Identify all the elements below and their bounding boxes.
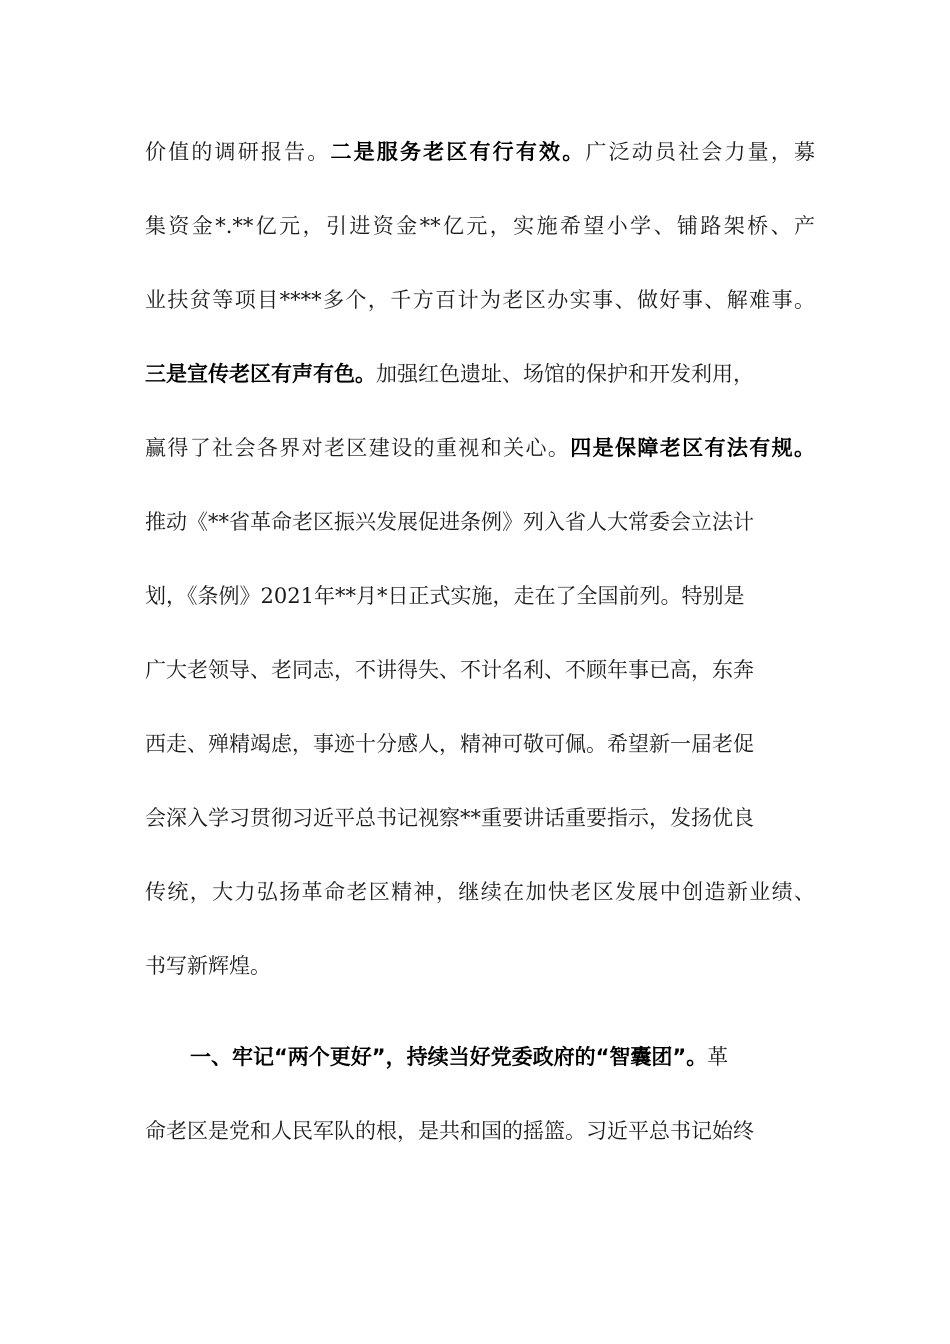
text-segment: 革 — [707, 1045, 729, 1069]
text-segment: 推动《**省革命老区振兴发展促进条例》列入省人大常委会立法计 — [145, 510, 754, 534]
text-segment: 命老区是党和人民军队的根，是共和国的摇篮。习近平总书记始终 — [145, 1119, 754, 1143]
text-segment: 加强红色遗址、场馆的保护和开发利用， — [376, 362, 754, 386]
text-line-3 — [145, 282, 815, 318]
section-heading: 一、牢记“两个更好”，持续当好党委政府的“智囊团”。 — [190, 1045, 708, 1069]
text-line-10 — [145, 800, 815, 836]
text-line-5 — [145, 430, 815, 466]
text-line-14 — [145, 1113, 815, 1149]
text-segment: 划，《条例》2021年**月*日正式实施，走在了全国前列。特别是 — [145, 584, 745, 608]
text-segment: 书写新辉煌。 — [145, 954, 271, 978]
text-line-12 — [145, 948, 815, 984]
text-line-4 — [145, 356, 815, 392]
text-line-6 — [145, 504, 815, 540]
text-line-2 — [145, 208, 815, 244]
section-heading-line — [190, 1039, 815, 1075]
text-segment: 广大老领导、老同志，不讲得失、不计名利、不顾年事已高，东奔 — [145, 658, 754, 682]
text-line-7 — [145, 578, 815, 614]
text-segment: 集资金*.**亿元，引进资金**亿元，实施希望小学、铺路架桥、产 — [145, 214, 815, 238]
text-segment: 传统，大力弘扬革命老区精神，继续在加快老区发展中创造新业绩、 — [145, 880, 815, 904]
text-segment: 广泛动员社会力量，募 — [585, 140, 816, 164]
text-segment: 会深入学习贯彻习近平总书记视察**重要讲话重要指示，发扬优良 — [145, 806, 754, 830]
text-line-8 — [145, 652, 815, 688]
text-line-1 — [145, 134, 815, 170]
bold-heading-segment: 二是服务老区有行有效。 — [330, 140, 586, 164]
text-line-9 — [145, 726, 815, 762]
bold-heading-segment: 三是宣传老区有声有色。 — [145, 362, 376, 386]
text-segment: 赢得了社会各界对老区建设的重视和关心。 — [145, 436, 571, 460]
text-segment: 西走、殚精竭虑，事迹十分感人，精神可敬可佩。希望新一届老促 — [145, 732, 754, 756]
text-segment: 业扶贫等项目****多个，千方百计为老区办实事、做好事、解难事。 — [145, 288, 815, 312]
text-segment: 价值的调研报告。 — [145, 140, 331, 164]
bold-heading-segment: 四是保障老区有法有规。 — [570, 436, 816, 460]
text-line-11 — [145, 874, 815, 910]
